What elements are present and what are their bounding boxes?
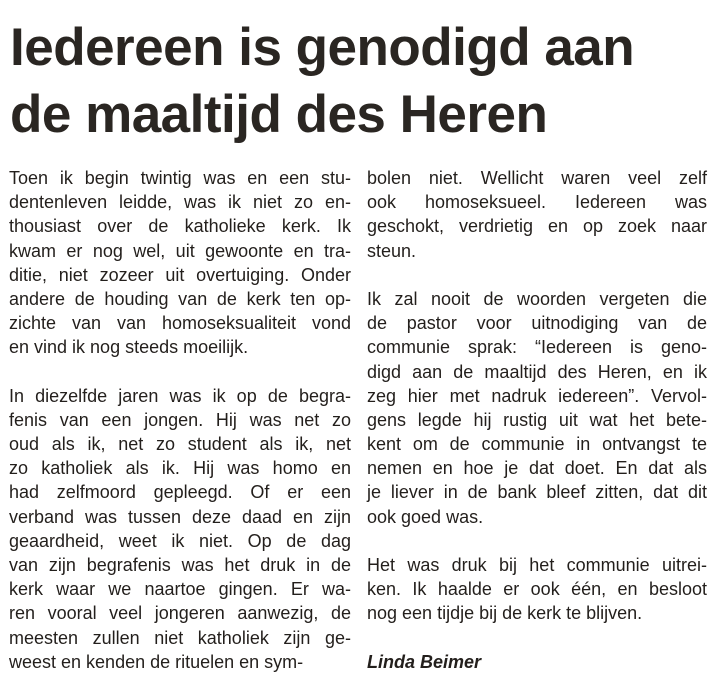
article-paragraph (367, 166, 707, 263)
text-line: ren vooral veel jongeren aanwezig, de (9, 603, 351, 624)
left-column (9, 166, 351, 698)
text-line: ken. Ik haalde er ook één, en besloot (367, 579, 707, 600)
text-line: digd aan de maaltijd des Heren, en ik (367, 361, 707, 382)
text-line: kent om de communie in ontvangst te (367, 434, 707, 455)
text-line: fenis van een jongen. Hij was net zo (9, 409, 351, 430)
text-line: gens legde hij rustig uit wat het bete- (367, 409, 707, 430)
text-line: zeg hier met nadruk iedereen”. Vervol- (367, 385, 707, 406)
text-line: zichte van van homoseksualiteit vond (9, 313, 351, 334)
text-line: andere de houding van de kerk ten op- (9, 288, 351, 309)
text-line: dentenleven leidde, was ik niet zo en- (9, 192, 351, 213)
text-line: de pastor voor uitnodiging van de (367, 313, 707, 334)
text-line: en vind ik nog steeds moeilijk. (9, 337, 249, 358)
article-paragraph (367, 287, 707, 529)
text-line: had zelfmoord gepleegd. Of er een (9, 482, 351, 503)
text-line: Toen ik begin twintig was en een stu- (9, 168, 351, 188)
article-headline (10, 14, 705, 148)
text-line: van zijn begrafenis was het druk in de (9, 555, 351, 575)
text-line: ook goed was. (367, 506, 484, 527)
headline-line-1: Iedereen is genodigd aan (10, 18, 635, 77)
text-line: geschokt, verdrietig en op zoek naar (367, 216, 707, 237)
text-line: bolen niet. Wellicht waren veel zelf (367, 168, 707, 188)
article-paragraph (9, 384, 351, 674)
text-line: meesten zullen niet katholiek zijn ge- (9, 627, 351, 648)
text-line: kerk waar we naartoe gingen. Er wa- (9, 579, 351, 600)
text-line: je liever in de bank bleef zitten, dat dit (367, 482, 707, 503)
text-line: ditie, niet zozeer uit overtuiging. Onder (9, 264, 351, 285)
text-line: ook homoseksueel. Iedereen was (367, 192, 707, 213)
text-line: steun. (367, 240, 417, 261)
text-line: weest en kenden de rituelen en sym- (9, 651, 304, 672)
article-paragraph (9, 166, 351, 360)
text-line: zo katholiek als ik. Hij was homo en (9, 458, 351, 479)
text-line: geaardheid, weet ik niet. Op de dag (9, 530, 351, 551)
text-line: Ik zal nooit de woorden vergeten die (367, 288, 707, 309)
text-line: Het was druk bij het communie uitrei- (367, 555, 707, 575)
article-paragraph (367, 553, 707, 626)
text-line: nemen en hoe je dat doet. En dat als (367, 458, 707, 479)
right-column (367, 166, 707, 674)
text-line: nog een tijdje bij de kerk te blijven. (367, 603, 643, 624)
headline-line-2: de maaltijd des Heren (10, 85, 548, 144)
text-line: In diezelfde jaren was ik op de begra- (9, 385, 351, 406)
text-line: communie sprak: “Iedereen is geno- (367, 337, 707, 358)
text-line: oud als ik, net zo student als ik, net (9, 434, 351, 455)
text-line: verband was tussen deze daad en zijn (9, 506, 351, 527)
text-line: thousiast over de katholieke kerk. Ik (9, 216, 351, 237)
text-line: kwam er nog wel, uit gewoonte en tra- (9, 240, 351, 261)
author-byline: Linda Beimer (367, 651, 482, 672)
